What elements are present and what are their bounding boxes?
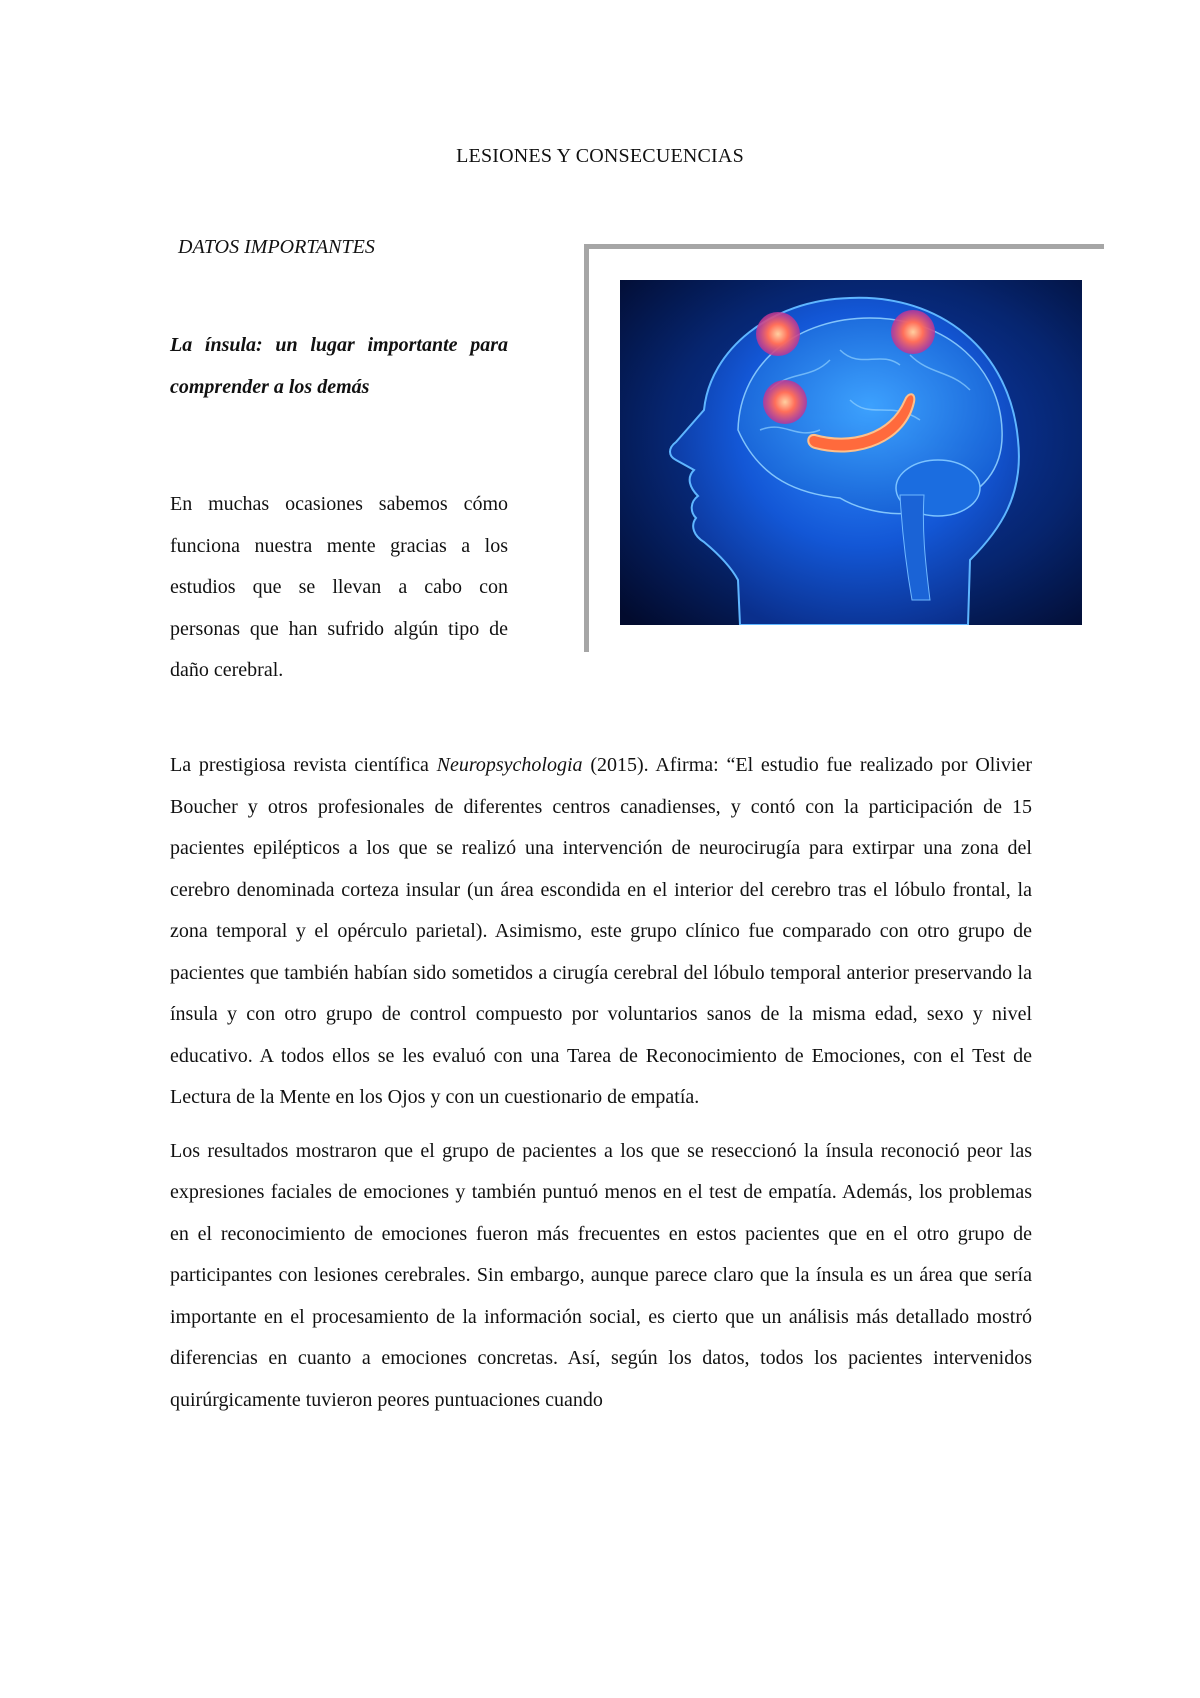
paragraph-1-text-rest: (2015). Afirma: “El estudio fue realizado por Olivier Boucher y otros profesionales de diferentes centros canadienses, y contó con la participación de 15 pacientes epilépticos a los que se realizó una intervención de neurocirugía para extirpar una zona del cerebro denominada corteza insular (un área escondida en el interior del cerebro tras el lóbulo frontal, la zona temporal y el opérculo parietal). Asimismo, este grupo clínico fue comparado con otro grupo de pacientes que también habían sido sometidos a cirugía cerebral del lóbulo temporal anterior preservando la ínsula y con otro grupo de control compuesto por voluntarios sanos de la misma edad, sexo y nivel educativo. A todos ellos se les evaluó con una Tarea de Reconocimiento de Emociones, con el Test de Lectura de la Mente en los Ojos y con un cuestionario de empatía.: [170, 754, 1032, 1108]
highlight-spot-1: [756, 312, 800, 356]
article-headline: La ínsula: un lugar importante para comprender a los demás: [170, 334, 508, 398]
brain-illustration: [620, 280, 1082, 625]
body-paragraph-1: [170, 745, 1032, 1119]
paragraph-1-text-start: La prestigiosa revista científica: [170, 754, 437, 776]
intro-paragraph: En muchas ocasiones sabemos cómo funciona nuestra mente gracias a los estudios que se llevan a cabo con personas que han sufrido algún tipo de daño cerebral.: [170, 493, 508, 681]
journal-name: Neuropsychologia: [436, 754, 583, 776]
article-body: [170, 745, 1032, 1433]
left-column: [170, 325, 508, 692]
body-paragraph-2: Los resultados mostraron que el grupo de pacientes a los que se reseccionó la ínsula reconoció peor las expresiones faciales de emociones y también puntuó menos en el test de empatía. Además, los problemas en el reconocimiento de emociones fueron más frecuentes en estos pacientes que en el otro grupo de participantes con lesiones cerebrales. Sin embargo, aunque parece claro que la ínsula es un área que sería importante en el procesamiento de la información social, es cierto que un análisis más detallado mostró diferencias en cuanto a emociones concretas. Así, según los datos, todos los pacientes intervenidos quirúrgicamente tuvieron peores puntuaciones cuando: [170, 1139, 1032, 1411]
section-subtitle: DATOS IMPORTANTES: [178, 236, 375, 258]
highlight-spot-2: [891, 310, 935, 354]
highlight-spot-3: [763, 380, 807, 424]
page-title: LESIONES Y CONSECUENCIAS: [456, 145, 744, 167]
